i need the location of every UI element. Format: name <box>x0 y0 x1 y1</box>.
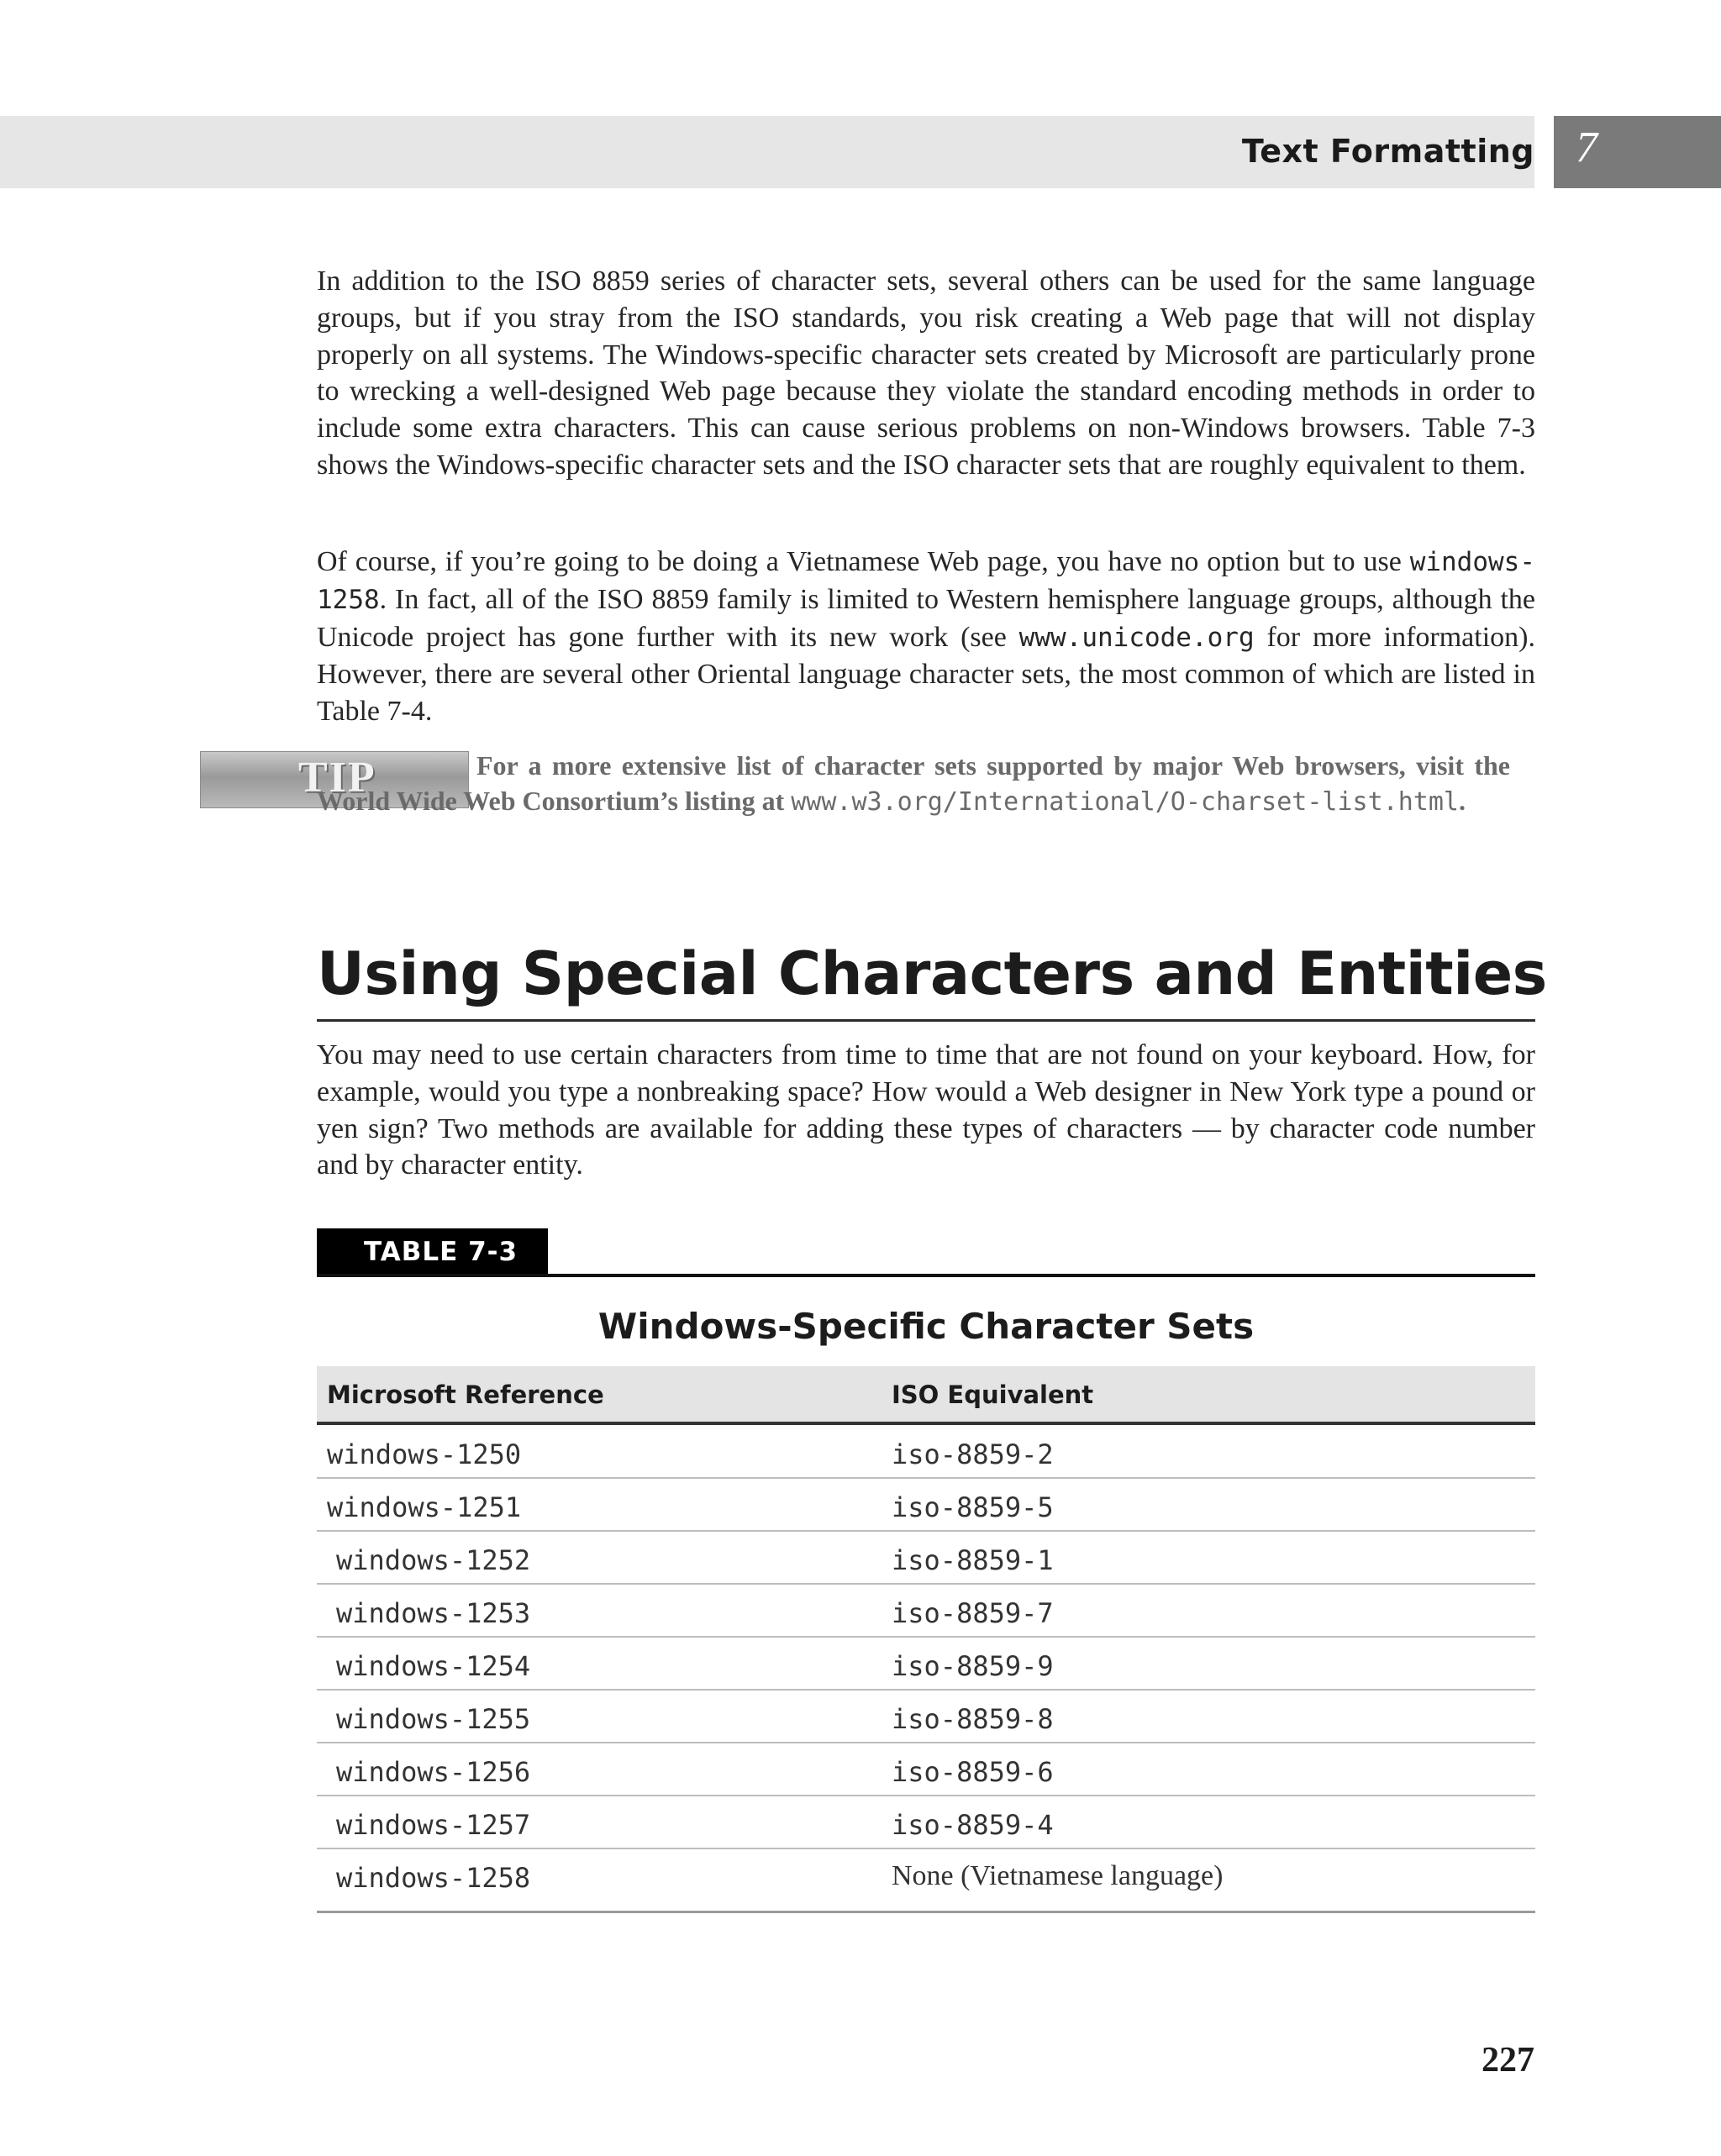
cell-iso-equivalent: None (Vietnamese language) <box>892 1860 1224 1891</box>
heading-rule <box>317 1019 1535 1022</box>
cell-iso-equivalent: iso-8859-7 <box>892 1597 1054 1629</box>
table-row <box>317 1425 1535 1479</box>
cell-microsoft-reference: windows-1253 <box>336 1597 531 1629</box>
cell-iso-equivalent: iso-8859-1 <box>892 1544 1054 1576</box>
table-row <box>317 1796 1535 1849</box>
section-heading: Using Special Characters and Entities <box>317 939 1547 1008</box>
section-paragraph: You may need to use certain characters from time to time that are not found on your keyboard. How, for example, would you type a nonbreaking space? How would a Web designer in New York type a pound or yen sign? Two methods are available for adding these types of characters — by character code number and by character entity. <box>317 1039 1535 1181</box>
page-number: 227 <box>1482 2041 1534 2080</box>
table-row <box>317 1584 1535 1638</box>
cell-iso-equivalent: iso-8859-6 <box>892 1756 1054 1788</box>
cell-microsoft-reference: windows-1257 <box>336 1809 531 1841</box>
column-header-iso-equivalent: ISO Equivalent <box>892 1380 1094 1409</box>
cell-microsoft-reference: windows-1258 <box>336 1862 531 1894</box>
cell-microsoft-reference: windows-1255 <box>336 1703 531 1735</box>
cell-iso-equivalent: iso-8859-5 <box>892 1491 1054 1523</box>
tip-text-body: For a more extensive list of character sets supported by major Web browsers, visit the World Wide Web Consortium’s listing at <box>317 750 1510 816</box>
inline-code-unicode-url: www.unicode.org <box>1018 622 1255 653</box>
tip-badge-label: TIP <box>298 754 376 802</box>
tip-text <box>317 748 1510 820</box>
body-paragraph-2 <box>317 544 1535 730</box>
table-row <box>317 1743 1535 1796</box>
table-row <box>317 1848 1535 1913</box>
cell-microsoft-reference: windows-1256 <box>336 1756 531 1788</box>
column-header-microsoft-reference: Microsoft Reference <box>327 1380 604 1409</box>
cell-microsoft-reference: windows-1252 <box>336 1544 531 1576</box>
table-row <box>317 1478 1535 1532</box>
cell-microsoft-reference: windows-1251 <box>327 1491 522 1523</box>
table-title: Windows-Specific Character Sets <box>597 1306 1255 1347</box>
running-head: Text Formatting <box>1241 133 1534 170</box>
table-row <box>317 1531 1535 1585</box>
para2-text-2: . In fact, all of the ISO 8859 family is limited to Western hemisphere language groups, although the Unicode project has gone further with its new work (see <box>317 583 1535 653</box>
cell-microsoft-reference: windows-1254 <box>336 1650 531 1682</box>
tip-text-end: . <box>1458 786 1466 816</box>
tip-url: www.w3.org/International/O-charset-list.html <box>791 787 1459 817</box>
table-row <box>317 1637 1535 1691</box>
cell-microsoft-reference: windows-1250 <box>327 1438 522 1470</box>
table-row <box>317 1690 1535 1743</box>
cell-iso-equivalent: iso-8859-9 <box>892 1650 1054 1682</box>
para2-text-3: for more information). However, there are several other Oriental language character sets, the most common of which are listed in Table 7-4. <box>317 621 1535 728</box>
table-header-row <box>317 1366 1535 1425</box>
body-paragraph-1: In addition to the ISO 8859 series of character sets, several others can be used for the same language groups, but if you stray from the ISO standards, you risk creating a Web page that will not display properly on all systems. The Windows-specific character sets created by Microsoft are particularly prone to wrecking a well-designed Web page because they violate the standard encoding methods in order to include some extra characters. This can cause serious problems on non-Windows browsers. Table 7-3 shows the Windows-specific character sets and the ISO character sets that are roughly equivalent to them. <box>317 266 1535 481</box>
table-tag-label: TABLE 7-3 <box>364 1237 518 1267</box>
table-top-rule <box>317 1274 1535 1277</box>
para2-text-1: Of course, if you’re going to be doing a Vietnamese Web page, you have no option but to use <box>317 546 1410 577</box>
cell-iso-equivalent: iso-8859-2 <box>892 1438 1054 1470</box>
inline-code-windows-1258: windows-1258 <box>317 547 1535 615</box>
cell-iso-equivalent: iso-8859-4 <box>892 1809 1054 1841</box>
chapter-number: 7 <box>1576 124 1597 171</box>
cell-iso-equivalent: iso-8859-8 <box>892 1703 1054 1735</box>
